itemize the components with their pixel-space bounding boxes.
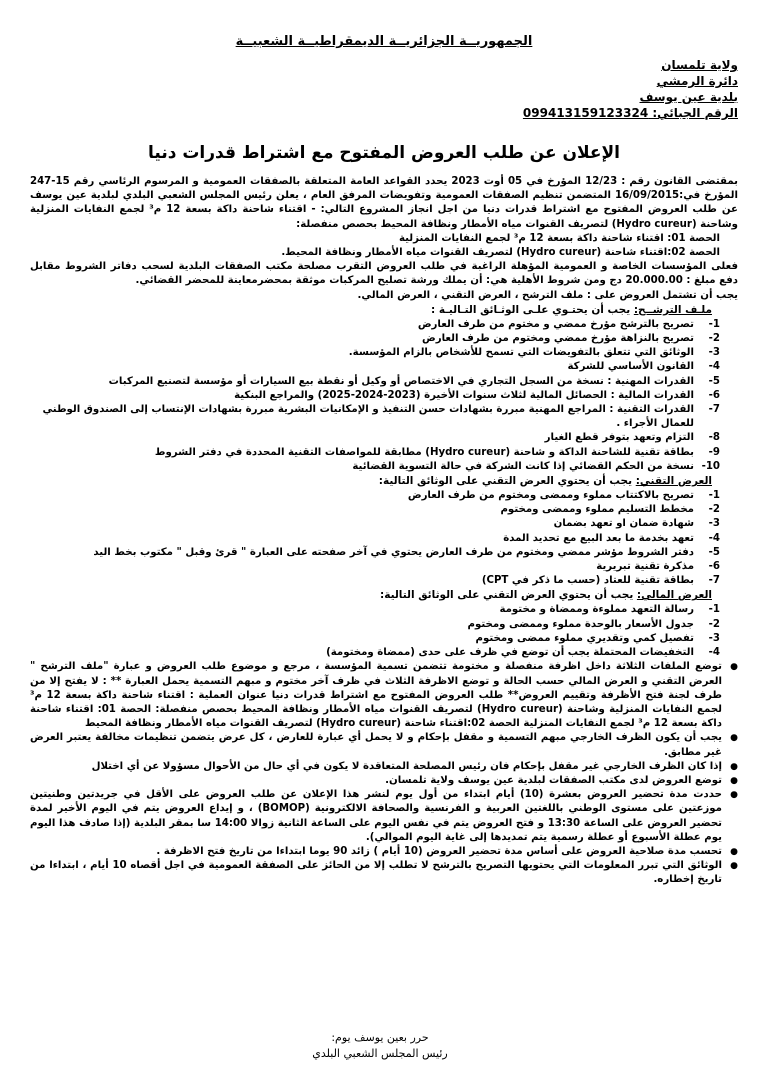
notes-list <box>30 660 738 887</box>
candidature-heading-text: يجب أن يحتـوي علـى الوثـائق التـاليـة : <box>431 303 631 316</box>
technical-offer-heading-label: العرض التقني: <box>635 475 712 488</box>
signature-block <box>250 1030 510 1062</box>
bullet-icon: ● <box>730 761 738 772</box>
offer-contents-paragraph: يجب أن تشتمل العروض على : ملف الترشح ، العرض التقني ، العرض المالي. <box>357 289 738 301</box>
note-item: ● تحسب مدة صلاحية العروض على أساس مدة تحضير العروض (10 أيام ) زائد 90 يوما ابتداءا من تاريخ فتح الاظرفة . <box>30 845 738 859</box>
financial-offer-heading <box>30 588 738 603</box>
list-item: 1- تصريح بالترشح مؤرخ ممضي و مختوم من طرف العارض <box>417 318 720 330</box>
intro-paragraph: بمقتضى القانون رقم : 12/23 المؤرخ في 05 أوت 2023 يحدد القواعد العامة المتعلقة بالصفقات العمومية و المرسوم الرئاسي رقم 15-247 المؤرخ في:16/09/2015 المتضمن تنظيم الصفقات العمومية وتفويضات المرفق العام ، يعلن رئيس المجلس الشعبي البلدي لبلدية عين يوسف عن طلب العروض المفتوح مع اشتراط قدرات دنيا من اجل انجاز المشروع التالي: - اقتناء شاحنة داكة بسعة 12 م³ لجمع النفايات المنزلية وشاحنة (Hydro cureur) لتصريف القنوات مياه الأمطار ونظافة المحيط بحصص منفصلة: <box>30 176 738 230</box>
list-item: 6- القدرات المالية : الحصائل المالية لثلاث سنوات الأخيرة (2023-2024-2025) والمراجع البنكية <box>234 389 720 401</box>
list-item: 3- الوثائق التي تتعلق بالتفويضات التي تسمح للأشخاص بالزام المؤسسة. <box>348 347 720 359</box>
list-item: 4- القانون الأساسي للشركة <box>567 361 720 373</box>
bullet-icon: ● <box>730 790 738 801</box>
bullet-icon: ● <box>730 846 738 857</box>
technical-offer-heading <box>30 474 738 489</box>
list-item: 7- القدرات التقنية : المراجع المهنية مبررة بشهادات حسن التنفيذ و الإمكانيات البشرية مبررة بشهادات الإنتساب إلى الصندوق الوطني للعمال الأجراء . <box>42 404 720 430</box>
signoff-place: حرر بعين يوسف يوم: <box>331 1031 429 1044</box>
list-item: 4- تعهد بخدمة ما بعد البيع مع تحديد المدة <box>503 532 720 544</box>
financial-offer-list <box>30 603 738 660</box>
financial-offer-heading-label: العرض المالي: <box>636 589 712 602</box>
technical-offer-heading-text: يجب أن يحتوي العرض التقني على الوثائق التالية: <box>378 475 633 488</box>
bullet-icon: ● <box>730 775 738 786</box>
commune-line: بلدية عين يوسف <box>639 90 738 104</box>
list-item: 10- نسخة من الحكم القضائي إذا كانت الشركة في حالة التسوية القضائية <box>352 460 720 472</box>
list-item: 5- القدرات المهنية : نسخة من السجل التجاري في الاختصاص أو وكيل أو نقطة بيع السيارات أو مؤسسة لتصنيع المركبات <box>108 375 720 387</box>
signoff-signer: رئيس المجلس الشعبي البلدي <box>312 1047 448 1060</box>
note-item: ● حددت مدة تحضير العروض بعشرة (10) أيام ابتداء من أول يوم لنشر هذا الإعلان عن طلب العروض على الأقل في جريدتين وطنيتين موزعتين على مستوى الوطني باللغتين العربية و الفرنسية والصحافة الالكترونية (BOMOP) ، و إيداع العروض يتم في اليوم الأخير لمدة تحضير العروض على الساعة 13:30 و فتح العروض يتم في نفس اليوم على الساعة الثانية زوالا 14:00 سا بمقر البلدية (إذا صادف هذا اليوم يوم عطلة الأسبوع أو عطلة رسمية يتم تمديدها إلى غاية اليوم الموالي). <box>30 788 738 845</box>
candidature-heading-label: ملـف الترشــح: <box>633 303 712 316</box>
lot-1: الحصة 01: اقتناء شاحنة داكة بسعة 12 م³ لجمع النفايات المنزلية <box>398 232 720 244</box>
list-item: 2- مخطط التسليم مملوء وممضى ومختوم <box>500 504 720 516</box>
announcement-body <box>30 175 738 888</box>
note-item: ● توضع العروض لدى مكتب الصفقات لبلدية عين يوسف ولاية تلمسان. <box>30 774 738 788</box>
bullet-icon: ● <box>730 662 738 673</box>
note-item: ● يجب أن يكون الظرف الخارجي مبهم التسمية و مقفل بإحكام و لا يحمل أي عبارة للعارض ، كل عرض يتضمن تنظيمات مخالفة يعتبر العرض غير مطابق. <box>30 731 738 759</box>
list-item: 5- دفتر الشروط مؤشر ممضي ومختوم من طرف العارض يحتوي في آخر صفحته على العبارة " قرئ وقبل " مكتوب بخط اليد <box>93 546 720 558</box>
daira-line: دائرة الرمشي <box>656 74 738 88</box>
note-item: ● الوثائق التي تبرر المعلومات التي يحتويها التصريح بالترشح لا تطلب إلا من الحائز على الصفقة العمومية في اجل أقصاه 10 أيام ، ابتداءا من تاريخ إخطاره. <box>30 859 738 887</box>
candidature-heading <box>30 303 738 318</box>
bullet-icon: ● <box>730 861 738 872</box>
list-item: 3- شهادة ضمان او تعهد بضمان <box>553 518 720 530</box>
list-item: 7- بطاقة تقنية للعتاد (حسب ما ذكر في CPT) <box>481 575 720 587</box>
list-item: 1- تصريح بالاكتتاب مملوء وممضى ومختوم من طرف العارض <box>407 490 720 502</box>
note-item: ● إذا كان الظرف الخارجي غير مقفل بإحكام فان رئيس المصلحة المتعاقدة لا يكون في أي حال من الأحوال مسؤولا عن أي اختلال <box>30 760 738 774</box>
list-item: 3- تفصيل كمي وتقديري مملوء ممضى ومختوم <box>475 632 720 644</box>
list-item: 1- رسالة التعهد مملوءة وممضاة و مختومة <box>499 604 720 616</box>
list-item: 9- بطاقة تقنية للشاحنة الداكة و شاحنة (Hydro cureur) مطابقة للمواصفات التقنية المحددة في دفتر الشروط <box>154 446 720 458</box>
candidature-list <box>30 318 738 474</box>
republic-heading: الجمهوريــة الجزائريــة الديمقراطيــة الشعبيــة <box>235 34 533 49</box>
note-item: ● توضع الملفات الثلاثة داخل اظرفة منفصلة و مختومة تتضمن تسمية المؤسسة ، مرجع و موضوع طلب العروض و عبارة "ملف الترشح " العرض التقني و العرض المالي حسب الحالة و توضع الاظرفة الثلاث في ظرف آخر مختوم و مبهم التسمية يحمل العبارة ** : لا يفتح إلا من طرف لجنة فتح الأظرفة وتقييم العروض** طلب العروض المفتوح مع اشتراط قدرات دنيا عنوان العملية : اقتناء شاحنة داكة بسعة 12 م³ لجمع النفايات المنزلية وشاحنة (Hydro cureur) لتصريف القنوات مياه الأمطار ونظافة المحيط بحصص منفصلة: الحصة 01: اقتناء شاحنة داكة بسعة 12 م³ لجمع النفايات المنزلية الحصة 02:اقتناء شاحنة (Hydro cureur) لتصريف القنوات مياه الأمطار ونظافة المحيط <box>30 660 738 731</box>
eligibility-paragraph: فعلى المؤسسات الخاصة و العمومية المؤهلة الراغبة في طلب العروض التقرب مصلحة مكتب الصفقات البلدية لسحب دفاتر الشروط مقابل دفع مبلغ : 20.000.00 دج ومن شروط الأهلية هي: أن يملك ورشة تصليح المركبات موثقة بمحضرمعاينة للمحضر القضائي. <box>30 261 738 287</box>
issuer-header <box>30 57 738 121</box>
list-item: 2- تصريح بالنزاهة مؤرخ ممضي ومختوم من طرف العارض <box>422 333 720 345</box>
technical-offer-list <box>30 489 738 588</box>
document-title: الإعلان عن طلب العروض المفتوح مع اشتراط قدرات دنيا <box>148 143 620 163</box>
list-item: 8- التزام وتعهد بتوفر قطع الغيار <box>544 432 720 444</box>
list-item: 6- مذكرة تقنية تبريرية <box>596 561 720 573</box>
financial-offer-heading-text: يجب أن يحتوي العرض التقني على الوثائق التالية: <box>380 589 634 602</box>
list-item: 4- التخفيضات المحتملة يجب أن توضع في ظرف على حدى (ممضاة ومختومة) <box>326 647 720 659</box>
lot-2: الحصة 02:اقتناء شاحنة (Hydro cureur) لتصريف القنوات مياه الأمطار ونظافة المحيط. <box>281 247 720 259</box>
wilaya-line: ولاية تلمسان <box>661 58 738 72</box>
tax-number-line: الرقم الجبائي: 099413159123324 <box>522 106 738 120</box>
bullet-icon: ● <box>730 733 738 744</box>
list-item: 2- جدول الأسعار بالوحدة مملوء وممضى ومختوم <box>467 618 720 630</box>
